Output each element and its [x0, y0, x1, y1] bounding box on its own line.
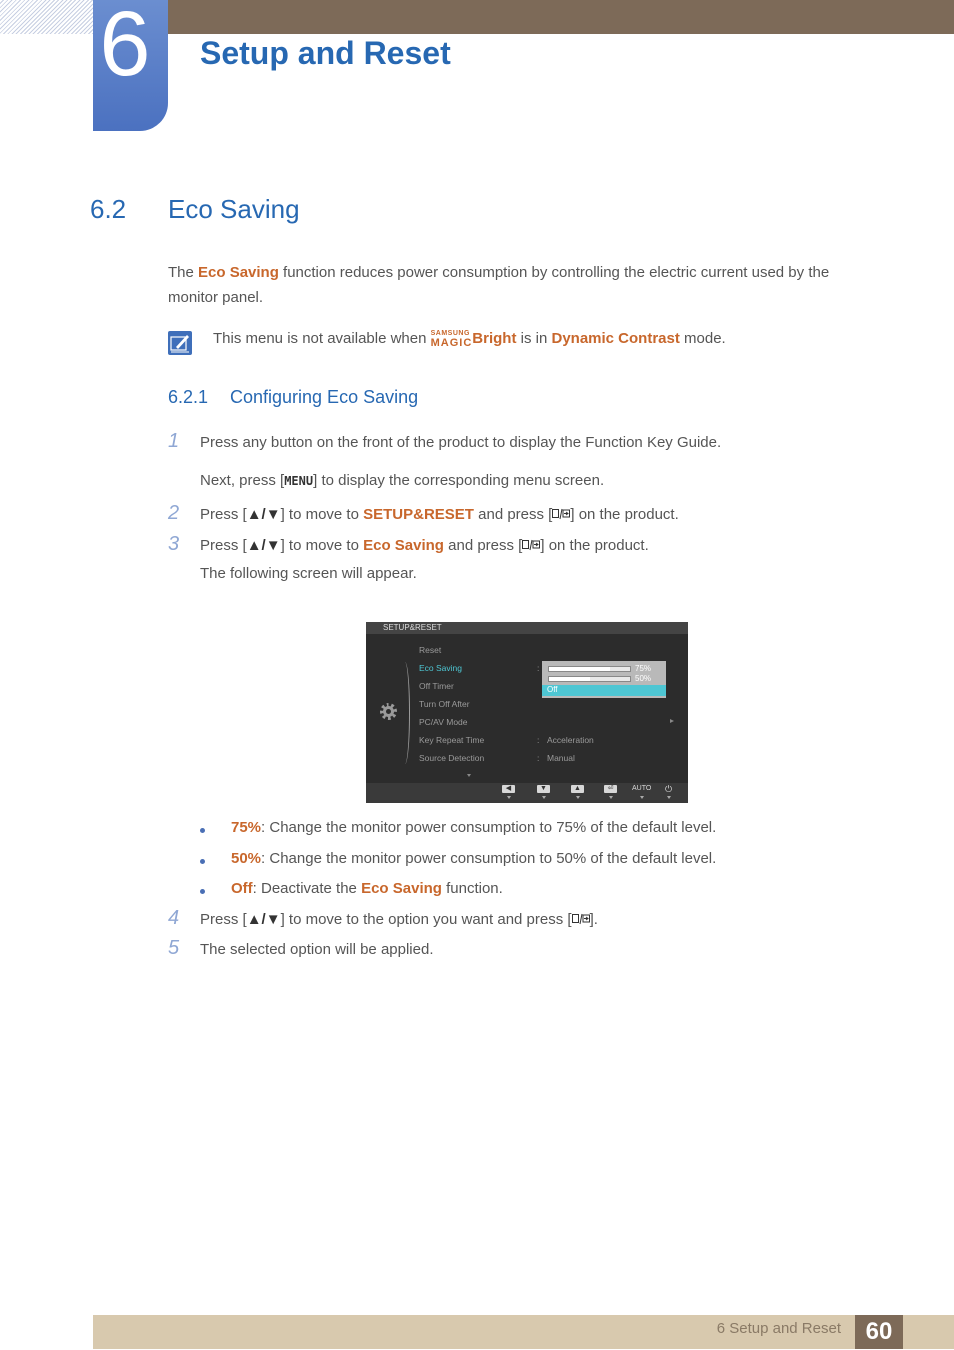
note-mode: Dynamic Contrast: [551, 330, 680, 347]
chevron-down-icon: [640, 796, 644, 799]
note-text: [213, 328, 726, 350]
subsection-title: Configuring Eco Saving: [230, 387, 419, 407]
up-arrow-button-icon: ▲: [571, 785, 584, 793]
down-arrow-button-icon: ▼: [537, 785, 550, 793]
chapter-title: Setup and Reset: [200, 35, 451, 71]
step-number: 3: [168, 533, 180, 555]
osd-item-off-timer: Off Timer: [419, 681, 454, 691]
osd-item-turn-off-after: Turn Off After: [419, 699, 470, 709]
intro-text: function reduces power consumption by controlling the electric current used by the: [278, 264, 830, 281]
step-segment: Press [: [200, 506, 247, 523]
step-text: [200, 911, 598, 928]
note-segment: mode.: [679, 330, 726, 347]
arrow-keys: ▲/▼: [246, 537, 281, 554]
option-label: 50%: [635, 674, 652, 683]
menu-key: MENU: [284, 474, 314, 488]
chevron-down-icon: [467, 774, 471, 777]
intro-highlight: Eco Saving: [198, 264, 279, 281]
bullet-text: : Deactivate the: [252, 880, 362, 897]
footer-chapter-label: 6 Setup and Reset: [716, 1320, 841, 1337]
osd-title: SETUP&RESET: [366, 622, 688, 634]
page-number: 60: [855, 1315, 903, 1349]
level-bar-fill: [549, 677, 590, 681]
step-number: 5: [168, 937, 180, 959]
bullet-key: 75%: [231, 819, 262, 836]
osd-item-eco-saving: Eco Saving: [419, 663, 462, 673]
header-hatch-pattern: [0, 0, 93, 34]
left-arrow-button-icon: ◀: [502, 785, 515, 793]
level-bar-fill: [549, 667, 610, 671]
bullet-icon: [200, 859, 205, 864]
step-segment: ] to display the corresponding menu screen.: [313, 472, 605, 489]
step-segment: Press [: [200, 911, 247, 928]
level-bar: [548, 676, 631, 682]
chevron-down-icon: [609, 796, 613, 799]
osd-colon: :: [537, 753, 540, 763]
enter-source-icon: [572, 912, 590, 924]
step-target: Eco Saving: [363, 537, 444, 554]
step-segment: ].: [589, 911, 598, 928]
osd-option-off: [542, 685, 666, 696]
bullet-text: : Change the monitor power consumption to 50% of the default level.: [261, 850, 717, 867]
osd-eco-dropdown: [542, 661, 666, 698]
step-target: SETUP&RESET: [363, 506, 474, 523]
option-label: Off: [547, 685, 558, 694]
chevron-down-icon: [667, 796, 671, 799]
step-segment: ] on the product.: [540, 537, 649, 554]
step-segment: ] to move to: [280, 537, 364, 554]
option-label: 75%: [635, 664, 652, 673]
step-text: The following screen will appear.: [200, 565, 417, 582]
osd-curve-decoration: [400, 662, 410, 764]
note-segment: This menu is not available when: [213, 330, 431, 347]
osd-item-pc-av-mode: PC/AV Mode: [419, 717, 468, 727]
step-segment: ] to move to: [280, 506, 364, 523]
osd-option-50: [542, 674, 666, 684]
power-icon: ⏻: [665, 784, 673, 794]
samsung-magic-logo: [431, 330, 473, 349]
osd-option-75: [542, 664, 666, 674]
osd-item-reset: Reset: [419, 645, 442, 655]
step-text: [200, 472, 604, 489]
enter-source-icon: [522, 538, 540, 550]
bullet-item: [231, 850, 716, 867]
enter-source-icon: [552, 507, 570, 519]
chevron-down-icon: [576, 796, 580, 799]
note-pencil-icon: [168, 331, 192, 355]
step-number: 1: [168, 430, 180, 452]
bullet-text: : Change the monitor power consumption to 75% of the default level.: [261, 819, 717, 836]
osd-colon: :: [537, 663, 540, 673]
section-title: Eco Saving: [168, 194, 300, 224]
step-segment: ] to move to the option you want and press [: [280, 911, 572, 928]
chapter-number: 6: [99, 0, 151, 95]
chevron-down-icon: [507, 796, 511, 799]
level-bar: [548, 666, 631, 672]
bullet-item: [231, 819, 716, 836]
osd-colon: :: [537, 735, 540, 745]
step-segment: and press [: [443, 537, 523, 554]
bullet-key: 50%: [231, 850, 262, 867]
bullet-item: [231, 880, 503, 897]
intro-text: The: [168, 264, 199, 281]
intro-paragraph: [168, 260, 829, 310]
auto-label: AUTO: [632, 785, 652, 792]
bullet-text: function.: [441, 880, 503, 897]
step-number: 4: [168, 907, 180, 929]
step-segment: and press [: [473, 506, 553, 523]
logo-samsung: SAMSUNG: [430, 330, 470, 337]
step-text: The selected option will be applied.: [200, 941, 434, 958]
step-segment: ] on the product.: [570, 506, 679, 523]
bullet-highlight: Eco Saving: [361, 880, 442, 897]
osd-item-key-repeat-time: Key Repeat Time: [419, 735, 485, 745]
section-number: 6.2: [90, 194, 127, 224]
step-text: [200, 506, 679, 523]
enter-button-icon: ⏎: [604, 785, 617, 793]
step-text: Press any button on the front of the product to display the Function Key Guide.: [200, 434, 722, 451]
osd-function-key-bar: [366, 783, 688, 803]
bullet-icon: [200, 828, 205, 833]
arrow-keys: ▲/▼: [246, 506, 281, 523]
step-segment: Press [: [200, 537, 247, 554]
intro-text: monitor panel.: [168, 289, 264, 306]
bullet-icon: [200, 889, 205, 894]
osd-menu-screenshot: [366, 622, 688, 803]
bullet-key: Off: [231, 880, 253, 897]
osd-item-source-detection: Source Detection: [419, 753, 485, 763]
note-bright: Bright: [472, 330, 517, 347]
note-segment: is in: [516, 330, 552, 347]
logo-magic: MAGIC: [430, 337, 473, 349]
gear-icon: [380, 703, 397, 720]
osd-value-key-repeat: Acceleration: [547, 735, 594, 745]
chevron-down-icon: [542, 796, 546, 799]
osd-value-source-detection: Manual: [547, 753, 575, 763]
step-text: [200, 537, 649, 554]
step-number: 2: [168, 502, 180, 524]
subsection-number: 6.2.1: [168, 387, 209, 407]
step-segment: Next, press [: [200, 472, 285, 489]
arrow-keys: ▲/▼: [246, 911, 281, 928]
header-bar: [168, 0, 954, 34]
chevron-right-icon: [670, 719, 674, 723]
chapter-tab: [93, 0, 168, 131]
